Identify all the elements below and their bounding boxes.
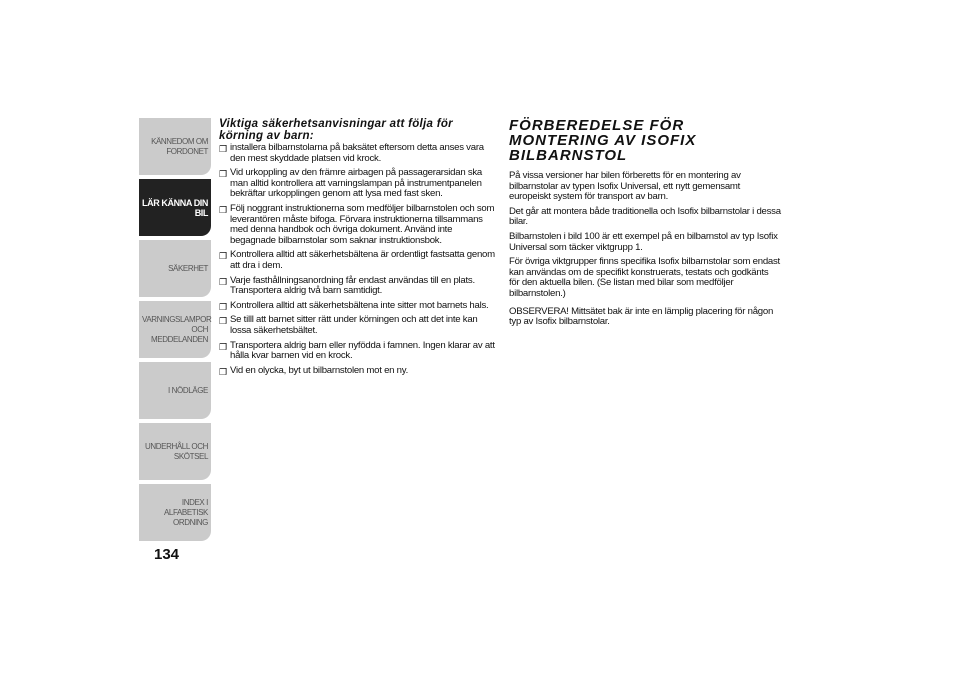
list-item	[219, 301, 497, 312]
list-item	[219, 250, 497, 271]
list-item-text: Följ noggrant instruktionerna som medföljer bilbarnstolen och som leverantören måste bifoga. Förvara instruktionerna tillsammans med denna handbok och övriga dokument. Använd inte begagnade bilbarnstolar som saknar instruktionsbok.	[230, 202, 495, 246]
paragraph: Bilbarnstolen i bild 100 är ett exempel på en bilbarnstol av typ Isofix Universal som täcker viktgrupp 1.	[509, 230, 778, 253]
tab-label: SÄKERHET	[168, 263, 208, 273]
list-item-text: installera bilbarnstolarna på baksätet eftersom detta anses vara den mest skyddade platsen vid krock.	[230, 142, 484, 164]
tab-label: VARNINGSLAMPOR OCH MEDDELANDEN	[142, 314, 212, 344]
checkbox-bullet-icon: ❒	[219, 204, 227, 215]
checkbox-bullet-icon: ❒	[219, 316, 227, 327]
checkbox-bullet-icon: ❒	[219, 341, 227, 352]
tab-label: KÄNNEDOM OM FORDONET	[151, 136, 208, 156]
tab-label: UNDERHÅLL OCH SKÖTSEL	[145, 441, 208, 461]
list-item-text: Kontrollera alltid att säkerhetsbältena inte sitter mot barnets hals.	[230, 299, 489, 311]
tab-i-nodlage[interactable]	[139, 362, 211, 419]
tab-label: LÄR KÄNNA DIN BIL	[142, 197, 208, 218]
checkbox-bullet-icon: ❒	[219, 251, 227, 262]
paragraph: Det går att montera både traditionella och Isofix bilbarnstolar i dessa bilar.	[509, 205, 781, 228]
list-item-text: Vid en olycka, byt ut bilbarnstolen mot en ny.	[230, 364, 408, 376]
list-item-text: Kontrollera alltid att säkerhetsbältena är ordentligt fastsatta genom att dra i dem.	[230, 249, 495, 271]
page-number: 134	[154, 546, 180, 563]
tab-kannedom-om-fordonet[interactable]	[139, 118, 211, 175]
tab-lar-kanna-din-bil[interactable]	[139, 179, 211, 236]
safety-instructions-column	[219, 118, 497, 380]
isofix-section	[509, 118, 781, 332]
list-item-text: Varje fasthållningsanordning får endast användas till en plats. Transportera aldrig två barn samtidigt.	[230, 274, 475, 297]
checkbox-bullet-icon: ❒	[219, 169, 227, 180]
tab-underhall-och-skotsel[interactable]	[139, 423, 211, 480]
tab-sakerhet[interactable]	[139, 240, 211, 297]
list-item	[219, 341, 497, 362]
checkbox-bullet-icon: ❒	[219, 301, 227, 312]
checkbox-bullet-icon: ❒	[219, 276, 227, 287]
paragraph: För övriga viktgrupper finns specifika Isofix bilbarnstolar som endast kan användas om de specifikt konstruerats, testats och godkänts för den aktuella bilen. (Se listan med bilar som medföljer bilbarnstolen.)	[509, 256, 780, 299]
list-item	[219, 366, 497, 377]
tab-label: INDEX I ALFABETISK ORDNING	[163, 497, 208, 527]
list-item-text: Se tilll att barnet sitter rätt under körningen och att det inte kan lossa säkerhetsbältet.	[230, 314, 478, 336]
checkbox-bullet-icon: ❒	[219, 144, 227, 154]
list-item	[219, 315, 497, 336]
list-item	[219, 204, 497, 246]
tab-varningslampor[interactable]	[139, 301, 211, 358]
safety-instructions-heading: Viktiga säkerhetsanvisningar att följa för körning av barn:	[219, 118, 453, 142]
list-item	[219, 276, 497, 297]
warning-paragraph: OBSERVERA! Mittsätet bak är inte en lämplig placering för någon typ av Isofix bilbarnstolar.	[509, 305, 774, 328]
list-item	[219, 168, 497, 200]
paragraph: På vissa versioner har bilen förberetts för en montering av bilbarnstolar av typen Isofix Universal, ett nytt gemensamt europeiskt system för transport av barn.	[509, 170, 741, 203]
safety-instructions-list	[219, 143, 497, 376]
list-item-text: Vid urkoppling av den främre airbagen på passagerarsidan ska man alltid kontrollera att varningslampan på instrumentpanelen bekräftar urkopplingen genom att lysa med fast sken.	[230, 167, 483, 200]
tab-index[interactable]	[139, 484, 211, 541]
list-item-text: Transportera aldrig barn eller nyfödda i famnen. Ingen klarar av att hålla kvar barnen vid en krock.	[230, 339, 495, 362]
isofix-section-heading: FÖRBEREDELSE FÖR MONTERING AV ISOFIX BILBARNSTOL	[509, 117, 697, 164]
list-item	[219, 143, 497, 164]
tab-label: I NÖDLÄGE	[168, 385, 208, 395]
checkbox-bullet-icon: ❒	[219, 366, 227, 377]
